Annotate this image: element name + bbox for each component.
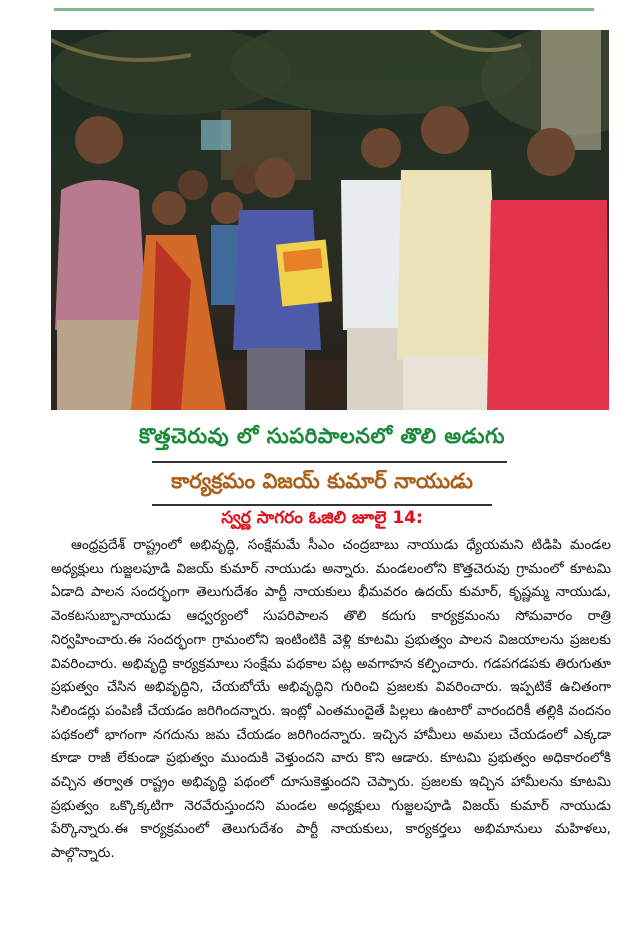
headline: కొత్తచెరువు లో సుపరిపాలనలో తొలి అడుగు (139, 424, 505, 448)
subheadline-divider (152, 504, 492, 506)
news-photo (51, 30, 609, 410)
dateline: స్వర్ణ సాగరం ఓజిలి జూలై 14: (221, 508, 423, 528)
subheadline: కార్యక్రమం విజయ్ కుమార్ నాయుడు (171, 469, 473, 493)
photo-illustration (51, 30, 609, 410)
headline-divider (152, 461, 507, 463)
previous-article-strip (0, 0, 644, 22)
article-body: ఆంధ్రప్రదేశ్ రాష్ట్రంలో అభివృద్ధి, సంక్షేమమే సీఎం చంద్రబాబు నాయుడు ధ్యేయమని టిడిపి మండల అధ్యక్షులు గుజ్జలపూడి విజయ్ కుమార్ నాయుడు అన్నారు. మండలంలోని కొత్తచెరువు గ్రామంలో కూటమి ఏడాది పాలన సందర్భంగా తెలుగుదేశం పార్టీ నాయకులు భీమవరం ఉదయ్ కుమార్, కృష్ణమ్మ నాయుడు, వెంకటసుబ్బానాయుడు ఆధ్వర్యంలో సుపరిపాలన తొలి కదుగు కార్యక్రమంను సోమవారం రాత్రి నిర్వహించారు.ఈ సందర్భంగా గ్రామంలోని ఇంటింటికి వెళ్లి కూటమి ప్రభుత్వం పాలన విజయాలను ప్రజలకు వివరించారు. అభివృద్ధి కార్యక్రమాలు సంక్షేమ పథకాల పట్ల అవగాహన కల్పించారు. గడపగడపకు తిరుగుతూ ప్రభుత్వం చేసిన అభివృద్ధిని, చేయబోయే అభివృద్ధిని గురించి ప్రజలకు వివరించారు. ఇప్పటికే ఉచితంగా సిలిండర్లు పంపిణీ చేయడం జరిగిందన్నారు. ఇంట్లో ఎంతమందైతే పిల్లలు ఉంటారో వారందరికీ తల్లికి వందనం పథకంలో భాగంగా నగదును జమ చేయడం జరిగిందన్నారు. ఇచ్చిన హామీలు అమలు చేయడంలో ఎక్కడా కూడా రాజీ లేకుండా ప్రభుత్వం ముందుకి వెళ్తుందని వారు కొని ఆడారు. కూటమి ప్రభుత్వం అధికారంలోకి వచ్చిన తర్వాత రాష్ట్రం అభివృద్ధి పథంలో దూసుకెళ్తుందని చెప్పారు. ప్రజలకు ఇచ్చిన హామీలను కూటమి ప్రభుత్వం ఒక్కొక్కటిగా నెరవేరుస్తుందని మండల అధ్యక్షులు గుజ్జలపూడి విజయ్ కుమార్ నాయుడు పేర్కొన్నారు.ఈ కార్యక్రమంలో తెలుగుదేశం పార్టీ నాయకులు, కార్యకర్తలు అభిమానులు మహిళలు, పాల్గొన్నారు. (51, 537, 611, 862)
cropped-headline-fragment (54, 0, 594, 11)
